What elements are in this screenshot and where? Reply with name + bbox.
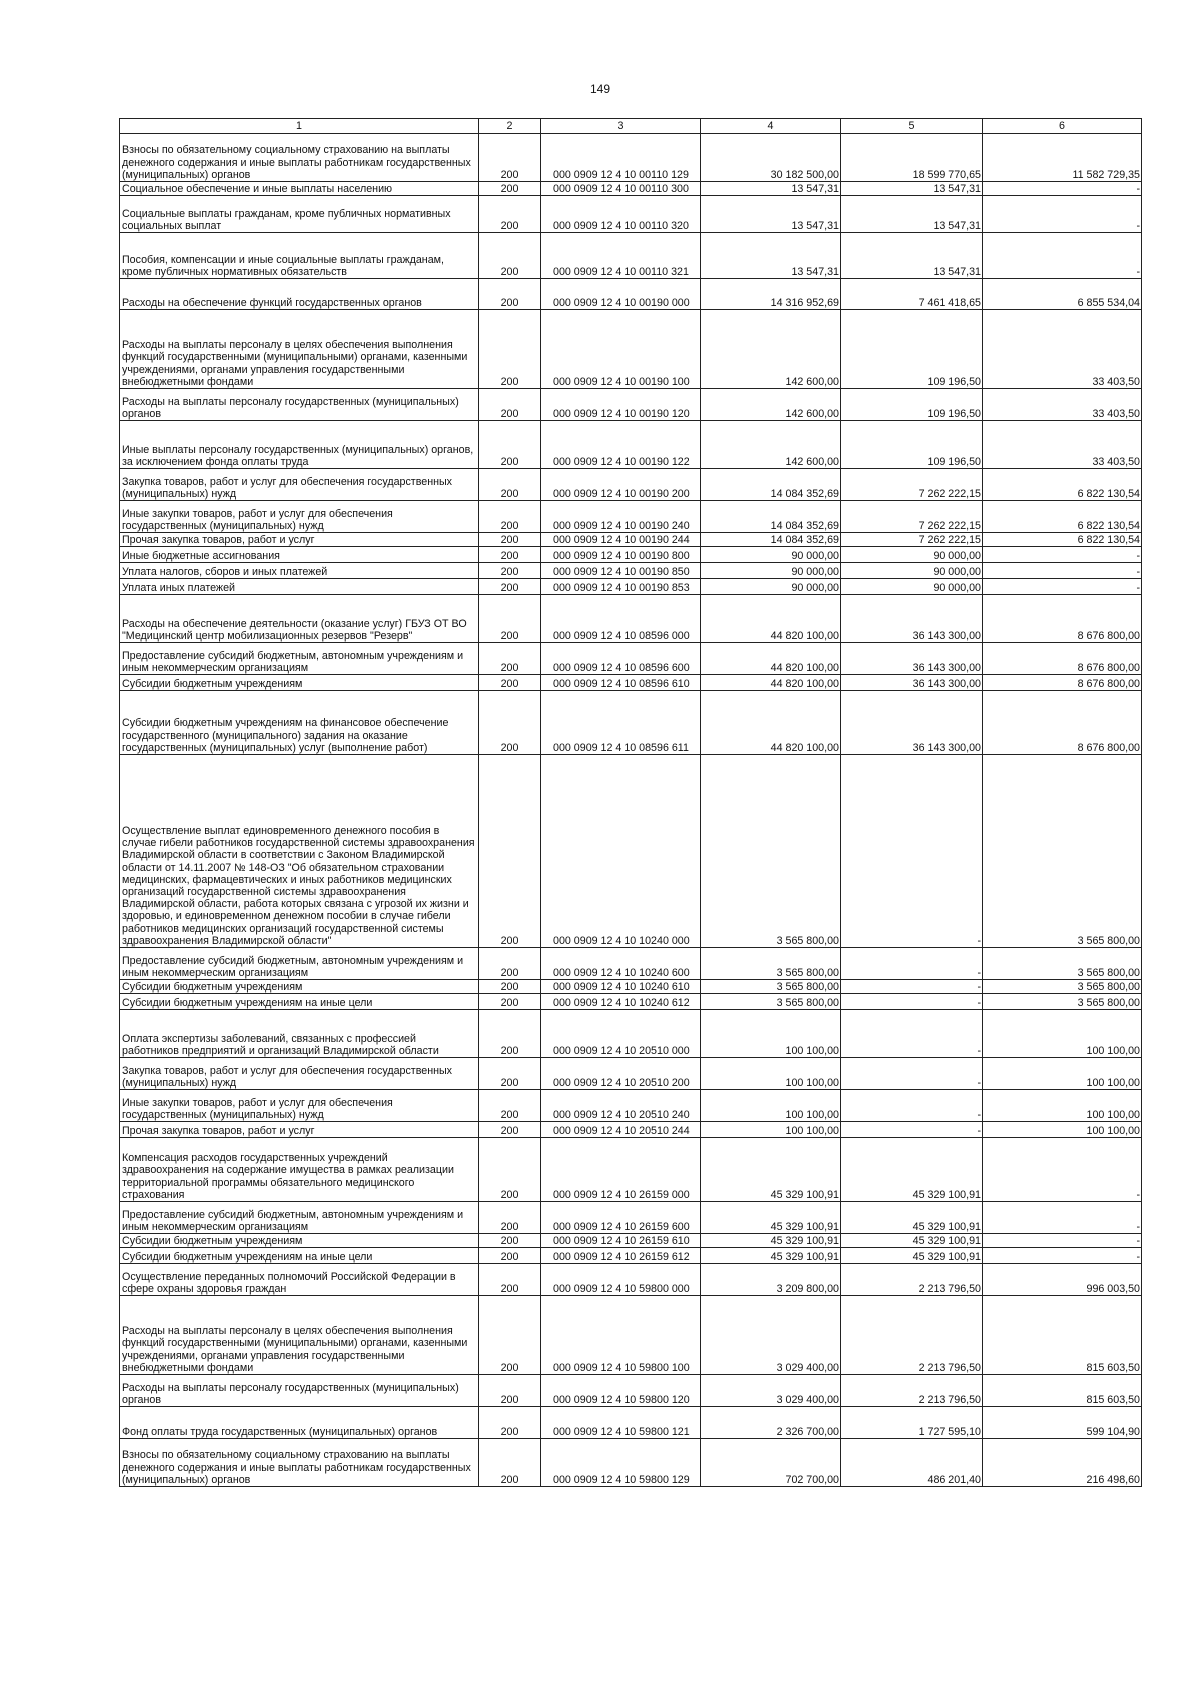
- row-line-code-cell: 200: [479, 389, 541, 421]
- row-approved-amount-cell: 44 820 100,00: [701, 595, 841, 643]
- row-classification-code-cell: 000 0909 12 4 10 26159 000: [541, 1138, 701, 1202]
- table-row: [120, 196, 1142, 233]
- row-line-code-cell: 200: [479, 421, 541, 469]
- row-classification-code-cell: 000 0909 12 4 10 00190 853: [541, 579, 701, 595]
- row-name-cell: Прочая закупка товаров, работ и услуг: [120, 1122, 479, 1138]
- row-name-cell: Расходы на выплаты персоналу в целях обеспечения выполнения функций государственными (муниципальными) органами, казенными учреждениями, органами управления государственными внебюджетными фондами: [120, 310, 479, 389]
- row-approved-amount-cell: 100 100,00: [701, 1058, 841, 1090]
- row-line-code-cell: 200: [479, 547, 541, 563]
- row-line-code-cell: 200: [479, 595, 541, 643]
- budget-report-table: [119, 118, 1142, 1487]
- row-approved-amount-cell: 13 547,31: [701, 233, 841, 279]
- row-name-cell: Субсидии бюджетным учреждениям: [120, 980, 479, 994]
- row-executed-amount-cell: 13 547,31: [841, 233, 983, 279]
- row-approved-amount-cell: 2 326 700,00: [701, 1407, 841, 1439]
- table-row: [120, 948, 1142, 980]
- row-approved-amount-cell: 14 084 352,69: [701, 533, 841, 547]
- row-unexecuted-amount-cell: 599 104,90: [983, 1407, 1142, 1439]
- row-line-code-cell: 200: [479, 1010, 541, 1058]
- row-line-code-cell: 200: [479, 1202, 541, 1234]
- row-classification-code-cell: 000 0909 12 4 10 08596 600: [541, 643, 701, 675]
- row-approved-amount-cell: 45 329 100,91: [701, 1138, 841, 1202]
- row-approved-amount-cell: 44 820 100,00: [701, 675, 841, 691]
- row-classification-code-cell: 000 0909 12 4 10 08596 610: [541, 675, 701, 691]
- row-unexecuted-amount-cell: 100 100,00: [983, 1058, 1142, 1090]
- table-row: [120, 1296, 1142, 1375]
- row-classification-code-cell: 000 0909 12 4 10 59800 100: [541, 1296, 701, 1375]
- row-unexecuted-amount-cell: -: [983, 182, 1142, 196]
- row-name-cell: Компенсация расходов государственных учреждений здравоохранения на содержание имущества в рамках реализации территориальной программы обязательного медицинского страхования: [120, 1138, 479, 1202]
- row-executed-amount-cell: 109 196,50: [841, 389, 983, 421]
- table-row: [120, 1264, 1142, 1296]
- row-line-code-cell: 200: [479, 1234, 541, 1248]
- row-approved-amount-cell: 142 600,00: [701, 389, 841, 421]
- row-executed-amount-cell: 7 262 222,15: [841, 501, 983, 533]
- row-name-cell: Иные закупки товаров, работ и услуг для обеспечения государственных (муниципальных) нужд: [120, 1090, 479, 1122]
- table-row: [120, 1439, 1142, 1487]
- row-approved-amount-cell: 45 329 100,91: [701, 1234, 841, 1248]
- table-row: [120, 579, 1142, 595]
- row-classification-code-cell: 000 0909 12 4 10 20510 000: [541, 1010, 701, 1058]
- row-approved-amount-cell: 44 820 100,00: [701, 691, 841, 755]
- table-row: [120, 389, 1142, 421]
- row-name-cell: Расходы на выплаты персоналу государственных (муниципальных) органов: [120, 1375, 479, 1407]
- row-executed-amount-cell: 45 329 100,91: [841, 1202, 983, 1234]
- row-approved-amount-cell: 3 029 400,00: [701, 1375, 841, 1407]
- row-approved-amount-cell: 13 547,31: [701, 182, 841, 196]
- row-classification-code-cell: 000 0909 12 4 10 59800 129: [541, 1439, 701, 1487]
- row-line-code-cell: 200: [479, 643, 541, 675]
- row-classification-code-cell: 000 0909 12 4 10 59800 121: [541, 1407, 701, 1439]
- row-line-code-cell: 200: [479, 579, 541, 595]
- row-unexecuted-amount-cell: 8 676 800,00: [983, 675, 1142, 691]
- row-classification-code-cell: 000 0909 12 4 10 08596 611: [541, 691, 701, 755]
- row-unexecuted-amount-cell: 815 603,50: [983, 1375, 1142, 1407]
- row-approved-amount-cell: 100 100,00: [701, 1090, 841, 1122]
- table-row: [120, 547, 1142, 563]
- row-executed-amount-cell: 36 143 300,00: [841, 643, 983, 675]
- row-approved-amount-cell: 90 000,00: [701, 547, 841, 563]
- row-line-code-cell: 200: [479, 1296, 541, 1375]
- row-name-cell: Расходы на выплаты персоналу государственных (муниципальных) органов: [120, 389, 479, 421]
- table-row: [120, 1407, 1142, 1439]
- row-name-cell: Закупка товаров, работ и услуг для обеспечения государственных (муниципальных) нужд: [120, 469, 479, 501]
- row-unexecuted-amount-cell: -: [983, 1138, 1142, 1202]
- row-unexecuted-amount-cell: 6 855 534,04: [983, 279, 1142, 310]
- row-classification-code-cell: 000 0909 12 4 10 00110 129: [541, 134, 701, 182]
- row-approved-amount-cell: 90 000,00: [701, 563, 841, 579]
- table-row: [120, 994, 1142, 1010]
- table-row: [120, 233, 1142, 279]
- row-unexecuted-amount-cell: 6 822 130,54: [983, 469, 1142, 501]
- row-executed-amount-cell: -: [841, 1122, 983, 1138]
- row-line-code-cell: 200: [479, 675, 541, 691]
- row-name-cell: Фонд оплаты труда государственных (муниципальных) органов: [120, 1407, 479, 1439]
- row-line-code-cell: 200: [479, 1375, 541, 1407]
- row-line-code-cell: 200: [479, 233, 541, 279]
- row-line-code-cell: 200: [479, 279, 541, 310]
- row-approved-amount-cell: 702 700,00: [701, 1439, 841, 1487]
- row-line-code-cell: 200: [479, 980, 541, 994]
- row-line-code-cell: 200: [479, 1407, 541, 1439]
- table-row: [120, 469, 1142, 501]
- row-unexecuted-amount-cell: -: [983, 1202, 1142, 1234]
- row-unexecuted-amount-cell: 3 565 800,00: [983, 755, 1142, 948]
- table-row: [120, 643, 1142, 675]
- row-approved-amount-cell: 3 565 800,00: [701, 948, 841, 980]
- row-unexecuted-amount-cell: -: [983, 547, 1142, 563]
- table-row: [120, 675, 1142, 691]
- row-classification-code-cell: 000 0909 12 4 10 59800 120: [541, 1375, 701, 1407]
- row-line-code-cell: 200: [479, 1122, 541, 1138]
- row-classification-code-cell: 000 0909 12 4 10 00190 850: [541, 563, 701, 579]
- table-row: [120, 421, 1142, 469]
- column-number-row: [120, 119, 1142, 134]
- row-executed-amount-cell: 2 213 796,50: [841, 1375, 983, 1407]
- row-classification-code-cell: 000 0909 12 4 10 00190 244: [541, 533, 701, 547]
- row-classification-code-cell: 000 0909 12 4 10 20510 240: [541, 1090, 701, 1122]
- table-row: [120, 980, 1142, 994]
- table-row: [120, 501, 1142, 533]
- row-classification-code-cell: 000 0909 12 4 10 00190 100: [541, 310, 701, 389]
- row-name-cell: Расходы на обеспечение функций государственных органов: [120, 279, 479, 310]
- row-line-code-cell: 200: [479, 948, 541, 980]
- row-executed-amount-cell: -: [841, 755, 983, 948]
- row-approved-amount-cell: 45 329 100,91: [701, 1248, 841, 1264]
- row-classification-code-cell: 000 0909 12 4 10 26159 600: [541, 1202, 701, 1234]
- row-unexecuted-amount-cell: 8 676 800,00: [983, 643, 1142, 675]
- row-executed-amount-cell: 13 547,31: [841, 182, 983, 196]
- row-name-cell: Уплата иных платежей: [120, 579, 479, 595]
- row-name-cell: Взносы по обязательному социальному страхованию на выплаты денежного содержания и иные выплаты работникам государственных (муниципальных) органов: [120, 134, 479, 182]
- row-unexecuted-amount-cell: -: [983, 579, 1142, 595]
- row-classification-code-cell: 000 0909 12 4 10 00190 000: [541, 279, 701, 310]
- row-unexecuted-amount-cell: -: [983, 563, 1142, 579]
- row-unexecuted-amount-cell: -: [983, 1248, 1142, 1264]
- row-unexecuted-amount-cell: 996 003,50: [983, 1264, 1142, 1296]
- row-classification-code-cell: 000 0909 12 4 10 20510 200: [541, 1058, 701, 1090]
- row-executed-amount-cell: 13 547,31: [841, 196, 983, 233]
- row-approved-amount-cell: 14 084 352,69: [701, 469, 841, 501]
- row-classification-code-cell: 000 0909 12 4 10 10240 610: [541, 980, 701, 994]
- row-name-cell: Предоставление субсидий бюджетным, автономным учреждениям и иным некоммерческим организациям: [120, 643, 479, 675]
- column-header-1: 1: [120, 119, 479, 134]
- row-line-code-cell: 200: [479, 755, 541, 948]
- row-executed-amount-cell: 1 727 595,10: [841, 1407, 983, 1439]
- row-classification-code-cell: 000 0909 12 4 10 00190 800: [541, 547, 701, 563]
- row-executed-amount-cell: -: [841, 1010, 983, 1058]
- row-name-cell: Субсидии бюджетным учреждениям: [120, 675, 479, 691]
- row-name-cell: Расходы на выплаты персоналу в целях обеспечения выполнения функций государственными (муниципальными) органами, казенными учреждениями, органами управления государственными внебюджетными фондами: [120, 1296, 479, 1375]
- row-name-cell: Иные бюджетные ассигнования: [120, 547, 479, 563]
- row-executed-amount-cell: 36 143 300,00: [841, 691, 983, 755]
- row-name-cell: Прочая закупка товаров, работ и услуг: [120, 533, 479, 547]
- table-row: [120, 1234, 1142, 1248]
- row-executed-amount-cell: 90 000,00: [841, 579, 983, 595]
- row-unexecuted-amount-cell: 100 100,00: [983, 1010, 1142, 1058]
- table-row: [120, 1375, 1142, 1407]
- table-row: [120, 1010, 1142, 1058]
- row-executed-amount-cell: 36 143 300,00: [841, 595, 983, 643]
- row-line-code-cell: 200: [479, 469, 541, 501]
- row-executed-amount-cell: 109 196,50: [841, 310, 983, 389]
- row-executed-amount-cell: 45 329 100,91: [841, 1234, 983, 1248]
- row-name-cell: Осуществление выплат единовременного денежного пособия в случае гибели работников государственной системы здравоохранения Владимирской области в соответствии с Законом Владимирской области от 14.11.2007 № 148-ОЗ "Об обязательном страховании медицинских, фармацевтических и иных работников медицинских организаций государственной системы здравоохранения Владимирской области, работа которых связана с угрозой их жизни и здоровью, и единовременном денежном пособии в случае гибели работников медицинских организаций государственной системы здравоохранения Владимирской области": [120, 755, 479, 948]
- row-unexecuted-amount-cell: 815 603,50: [983, 1296, 1142, 1375]
- table-row: [120, 1122, 1142, 1138]
- row-name-cell: Взносы по обязательному социальному страхованию на выплаты денежного содержания и иные выплаты работникам государственных (муниципальных) органов: [120, 1439, 479, 1487]
- row-name-cell: Предоставление субсидий бюджетным, автономным учреждениям и иным некоммерческим организациям: [120, 1202, 479, 1234]
- table-row: [120, 595, 1142, 643]
- row-executed-amount-cell: 36 143 300,00: [841, 675, 983, 691]
- column-header-2: 2: [479, 119, 541, 134]
- row-approved-amount-cell: 14 084 352,69: [701, 501, 841, 533]
- row-unexecuted-amount-cell: 6 822 130,54: [983, 501, 1142, 533]
- row-line-code-cell: 200: [479, 134, 541, 182]
- table-row: [120, 1138, 1142, 1202]
- row-unexecuted-amount-cell: 3 565 800,00: [983, 994, 1142, 1010]
- row-line-code-cell: 200: [479, 1439, 541, 1487]
- row-unexecuted-amount-cell: 216 498,60: [983, 1439, 1142, 1487]
- row-executed-amount-cell: 2 213 796,50: [841, 1264, 983, 1296]
- column-header-3: 3: [541, 119, 701, 134]
- row-line-code-cell: 200: [479, 563, 541, 579]
- table-row: [120, 563, 1142, 579]
- row-executed-amount-cell: -: [841, 1058, 983, 1090]
- row-approved-amount-cell: 90 000,00: [701, 579, 841, 595]
- column-header-6: 6: [983, 119, 1142, 134]
- row-name-cell: Субсидии бюджетным учреждениям: [120, 1234, 479, 1248]
- row-name-cell: Оплата экспертизы заболеваний, связанных с профессией работников предприятий и организаций Владимирской области: [120, 1010, 479, 1058]
- row-name-cell: Уплата налогов, сборов и иных платежей: [120, 563, 479, 579]
- table-row: [120, 691, 1142, 755]
- table-row: [120, 533, 1142, 547]
- row-unexecuted-amount-cell: 8 676 800,00: [983, 595, 1142, 643]
- row-name-cell: Субсидии бюджетным учреждениям на иные цели: [120, 1248, 479, 1264]
- row-approved-amount-cell: 3 209 800,00: [701, 1264, 841, 1296]
- row-executed-amount-cell: 486 201,40: [841, 1439, 983, 1487]
- row-approved-amount-cell: 100 100,00: [701, 1122, 841, 1138]
- row-line-code-cell: 200: [479, 1264, 541, 1296]
- row-line-code-cell: 200: [479, 994, 541, 1010]
- column-header-5: 5: [841, 119, 983, 134]
- row-classification-code-cell: 000 0909 12 4 10 00190 120: [541, 389, 701, 421]
- row-approved-amount-cell: 3 029 400,00: [701, 1296, 841, 1375]
- row-executed-amount-cell: 45 329 100,91: [841, 1248, 983, 1264]
- row-classification-code-cell: 000 0909 12 4 10 26159 612: [541, 1248, 701, 1264]
- row-name-cell: Предоставление субсидий бюджетным, автономным учреждениям и иным некоммерческим организациям: [120, 948, 479, 980]
- row-executed-amount-cell: 45 329 100,91: [841, 1138, 983, 1202]
- table-row: [120, 182, 1142, 196]
- row-unexecuted-amount-cell: 11 582 729,35: [983, 134, 1142, 182]
- row-approved-amount-cell: 142 600,00: [701, 421, 841, 469]
- row-approved-amount-cell: 14 316 952,69: [701, 279, 841, 310]
- row-executed-amount-cell: -: [841, 948, 983, 980]
- row-executed-amount-cell: 90 000,00: [841, 563, 983, 579]
- table-row: [120, 134, 1142, 182]
- row-name-cell: Иные закупки товаров, работ и услуг для обеспечения государственных (муниципальных) нужд: [120, 501, 479, 533]
- row-classification-code-cell: 000 0909 12 4 10 59800 000: [541, 1264, 701, 1296]
- row-executed-amount-cell: -: [841, 994, 983, 1010]
- page-number: 149: [589, 82, 611, 96]
- row-unexecuted-amount-cell: 3 565 800,00: [983, 948, 1142, 980]
- row-classification-code-cell: 000 0909 12 4 10 00190 200: [541, 469, 701, 501]
- row-line-code-cell: 200: [479, 1248, 541, 1264]
- row-executed-amount-cell: 7 461 418,65: [841, 279, 983, 310]
- row-unexecuted-amount-cell: 33 403,50: [983, 421, 1142, 469]
- row-classification-code-cell: 000 0909 12 4 10 00110 321: [541, 233, 701, 279]
- row-executed-amount-cell: 90 000,00: [841, 547, 983, 563]
- row-line-code-cell: 200: [479, 310, 541, 389]
- row-line-code-cell: 200: [479, 501, 541, 533]
- row-unexecuted-amount-cell: 100 100,00: [983, 1090, 1142, 1122]
- row-executed-amount-cell: 18 599 770,65: [841, 134, 983, 182]
- row-unexecuted-amount-cell: 3 565 800,00: [983, 980, 1142, 994]
- table-row: [120, 1202, 1142, 1234]
- row-name-cell: Закупка товаров, работ и услуг для обеспечения государственных (муниципальных) нужд: [120, 1058, 479, 1090]
- row-approved-amount-cell: 13 547,31: [701, 196, 841, 233]
- table-row: [120, 1248, 1142, 1264]
- row-name-cell: Расходы на обеспечение деятельности (оказание услуг) ГБУЗ ОТ ВО "Медицинский центр мобилизационных резервов "Резерв": [120, 595, 479, 643]
- row-unexecuted-amount-cell: 6 822 130,54: [983, 533, 1142, 547]
- row-classification-code-cell: 000 0909 12 4 10 20510 244: [541, 1122, 701, 1138]
- row-line-code-cell: 200: [479, 182, 541, 196]
- row-unexecuted-amount-cell: -: [983, 233, 1142, 279]
- row-name-cell: Иные выплаты персоналу государственных (муниципальных) органов, за исключением фонда оплаты труда: [120, 421, 479, 469]
- table-row: [120, 279, 1142, 310]
- row-unexecuted-amount-cell: -: [983, 196, 1142, 233]
- row-approved-amount-cell: 142 600,00: [701, 310, 841, 389]
- row-line-code-cell: 200: [479, 1138, 541, 1202]
- row-approved-amount-cell: 3 565 800,00: [701, 994, 841, 1010]
- column-header-4: 4: [701, 119, 841, 134]
- row-classification-code-cell: 000 0909 12 4 10 10240 000: [541, 755, 701, 948]
- row-name-cell: Социальные выплаты гражданам, кроме публичных нормативных социальных выплат: [120, 196, 479, 233]
- row-unexecuted-amount-cell: 33 403,50: [983, 310, 1142, 389]
- row-executed-amount-cell: 109 196,50: [841, 421, 983, 469]
- row-classification-code-cell: 000 0909 12 4 10 00110 320: [541, 196, 701, 233]
- row-name-cell: Пособия, компенсации и иные социальные выплаты гражданам, кроме публичных нормативных обязательств: [120, 233, 479, 279]
- row-unexecuted-amount-cell: 8 676 800,00: [983, 691, 1142, 755]
- row-name-cell: Субсидии бюджетным учреждениям на иные цели: [120, 994, 479, 1010]
- row-approved-amount-cell: 3 565 800,00: [701, 755, 841, 948]
- row-classification-code-cell: 000 0909 12 4 10 26159 610: [541, 1234, 701, 1248]
- row-unexecuted-amount-cell: -: [983, 1234, 1142, 1248]
- row-executed-amount-cell: 7 262 222,15: [841, 469, 983, 501]
- row-approved-amount-cell: 30 182 500,00: [701, 134, 841, 182]
- row-executed-amount-cell: 7 262 222,15: [841, 533, 983, 547]
- row-line-code-cell: 200: [479, 691, 541, 755]
- row-approved-amount-cell: 45 329 100,91: [701, 1202, 841, 1234]
- row-unexecuted-amount-cell: 100 100,00: [983, 1122, 1142, 1138]
- row-line-code-cell: 200: [479, 533, 541, 547]
- row-classification-code-cell: 000 0909 12 4 10 08596 000: [541, 595, 701, 643]
- row-approved-amount-cell: 44 820 100,00: [701, 643, 841, 675]
- row-executed-amount-cell: 2 213 796,50: [841, 1296, 983, 1375]
- row-executed-amount-cell: -: [841, 1090, 983, 1122]
- row-classification-code-cell: 000 0909 12 4 10 00190 122: [541, 421, 701, 469]
- row-unexecuted-amount-cell: 33 403,50: [983, 389, 1142, 421]
- row-line-code-cell: 200: [479, 196, 541, 233]
- row-name-cell: Субсидии бюджетным учреждениям на финансовое обеспечение государственного (муниципального) задания на оказание государственных (муниципальных) услуг (выполнение работ): [120, 691, 479, 755]
- row-classification-code-cell: 000 0909 12 4 10 10240 612: [541, 994, 701, 1010]
- table-row: [120, 755, 1142, 948]
- row-classification-code-cell: 000 0909 12 4 10 10240 600: [541, 948, 701, 980]
- row-classification-code-cell: 000 0909 12 4 10 00110 300: [541, 182, 701, 196]
- row-line-code-cell: 200: [479, 1058, 541, 1090]
- row-name-cell: Осуществление переданных полномочий Российской Федерации в сфере охраны здоровья граждан: [120, 1264, 479, 1296]
- row-line-code-cell: 200: [479, 1090, 541, 1122]
- table-row: [120, 1090, 1142, 1122]
- row-executed-amount-cell: -: [841, 980, 983, 994]
- row-approved-amount-cell: 3 565 800,00: [701, 980, 841, 994]
- row-name-cell: Социальное обеспечение и иные выплаты населению: [120, 182, 479, 196]
- row-approved-amount-cell: 100 100,00: [701, 1010, 841, 1058]
- row-classification-code-cell: 000 0909 12 4 10 00190 240: [541, 501, 701, 533]
- table-row: [120, 310, 1142, 389]
- table-row: [120, 1058, 1142, 1090]
